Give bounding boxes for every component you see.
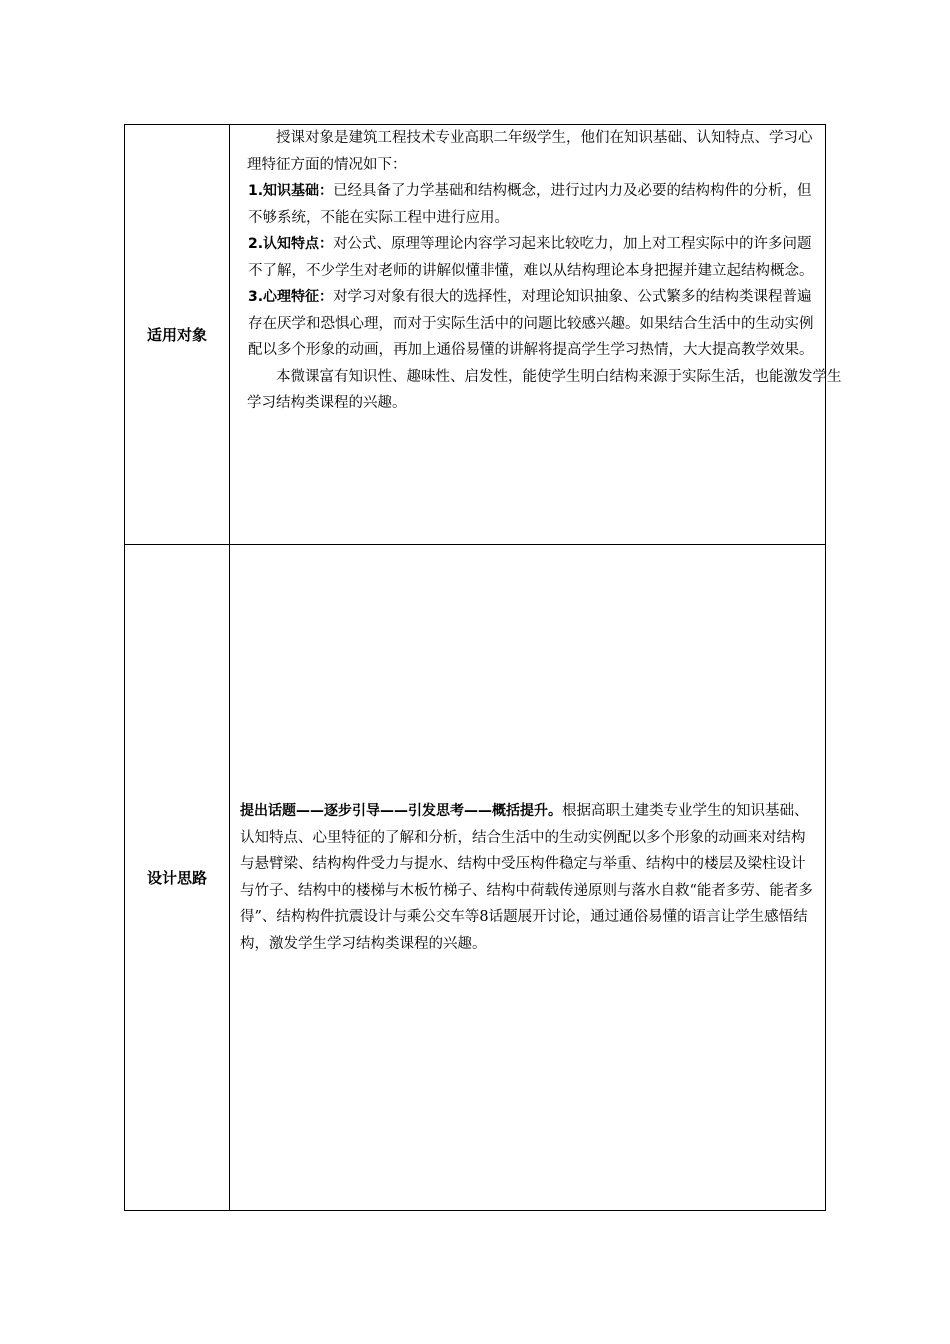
item-heading: 3.心理特征： — [248, 289, 334, 305]
audience-content — [230, 125, 842, 545]
table-row-design — [125, 545, 826, 1211]
item-heading: 2.认知特点： — [248, 236, 334, 252]
table-row-audience — [125, 125, 826, 545]
design-label: 设计思路 — [125, 545, 230, 1211]
lesson-info-table — [124, 124, 842, 1211]
audience-item-knowledge — [247, 178, 815, 231]
audience-label: 适用对象 — [125, 125, 230, 545]
item-text: 对公式、原理等理论内容学习起来比较吃力，加上对工程实际中的许多问题不了解，不少学生对老师的讲解似懂非懂，难以从结构理论本身把握并建立起结构概念。 — [248, 236, 814, 279]
design-paragraph — [240, 798, 817, 957]
design-text: 根据高职土建类专业学生的知识基础、认知特点、心里特征的了解和分析，结合生活中的生动实例配以多个形象的动画来对结构与悬臂梁、结构构件受力与提水、结构中受压构件稳定与举重、结构中的楼层及梁柱设计与竹子、结构中的楼梯与木板竹梯子、结构中荷载传递原则与落水自救“能者多劳、能者多得”、结构构件抗震设计与乘公交车等8话题展开讨论，通过通俗易懂的语言让学生感悟结构，激发学生学习结构类课程的兴趣。 — [240, 803, 813, 952]
item-text: 已经具备了力学基础和结构概念，进行过内力及必要的结构构件的分析，但不够系统，不能在实际工程中进行应用。 — [248, 183, 812, 226]
audience-closing-line1: 本微课富有知识性、趣味性、启发性，能使学生明白结构来源于实际生活，也能激发学生 — [276, 368, 842, 385]
item-heading: 1.知识基础： — [248, 183, 334, 199]
audience-item-cognition — [247, 231, 815, 284]
design-lead: 提出话题——逐步引导——引发思考——概括提升。 — [240, 803, 562, 819]
design-content — [230, 545, 826, 1211]
audience-intro: 授课对象是建筑工程技术专业高职二年级学生，他们在知识基础、认知特点、学习心理特征方面的情况如下： — [247, 130, 813, 173]
item-text: 对学习对象有很大的选择性，对理论知识抽象、公式繁多的结构类课程普遍存在厌学和恐惧心理，而对于实际生活中的问题比较感兴趣。如果结合生活中的生动实例配以多个形象的动画，再加上通俗易懂的讲解将提高学生学习热情，大大提高教学效果。 — [248, 289, 814, 358]
audience-item-psychology — [247, 284, 815, 364]
audience-closing-line2: 学习结构类课程的兴趣。 — [247, 395, 407, 411]
